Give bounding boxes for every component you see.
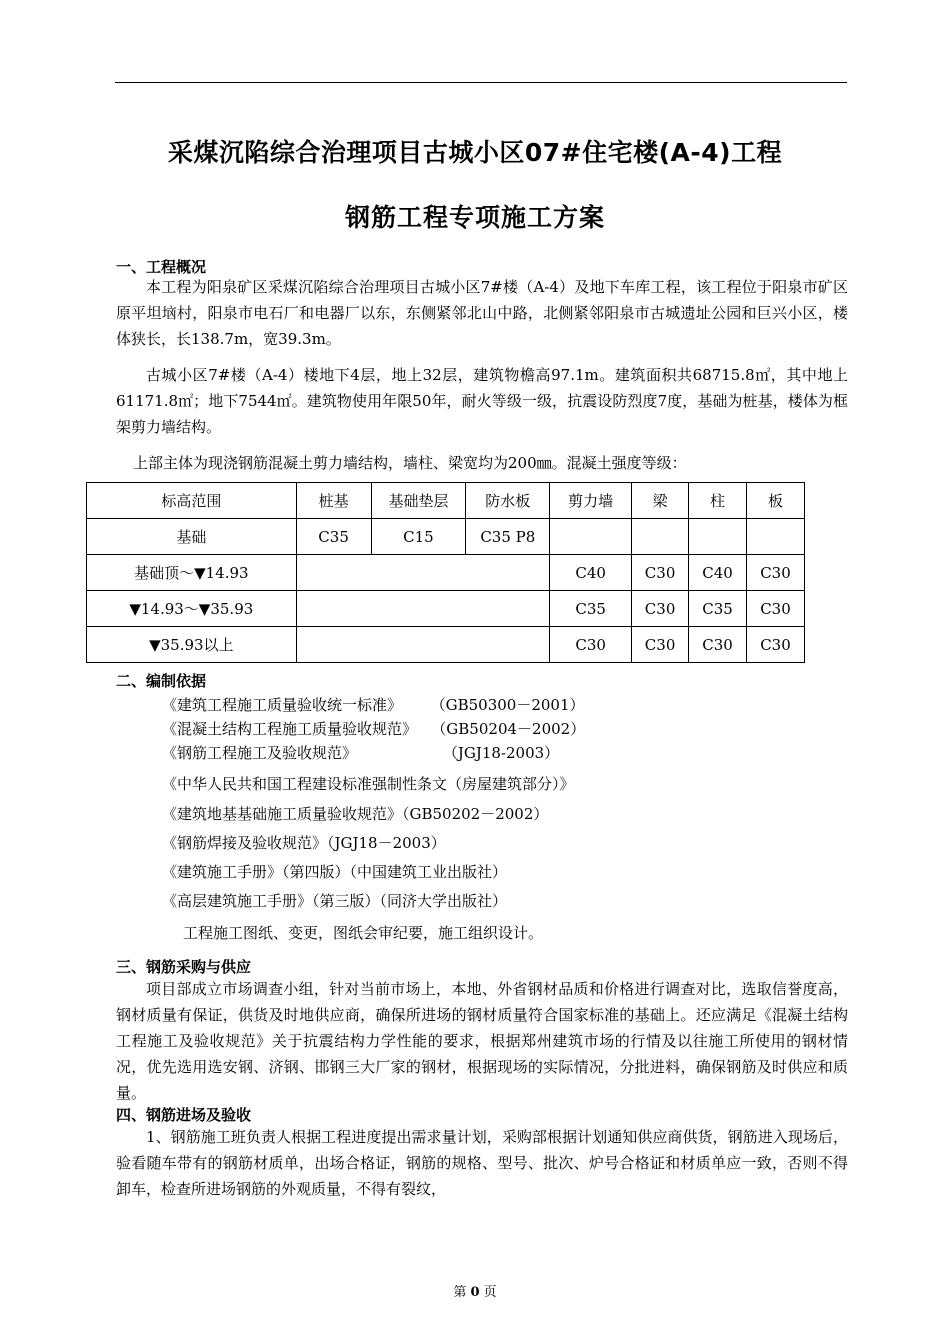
table-cell: C40 (550, 555, 632, 591)
table-row (87, 519, 805, 555)
table-cell (747, 519, 805, 555)
table-cell: C30 (632, 555, 689, 591)
reference-item: 《建筑施工手册》（第四版）（中国建筑工业出版社） (162, 863, 508, 881)
table-cell: ▼35.93以上 (87, 627, 297, 663)
table-cell (550, 519, 632, 555)
reference-item: 工程施工图纸、变更，图纸会审纪要，施工组织设计。 (183, 924, 544, 942)
reference-item: 《高层建筑施工手册》（第三版）（同济大学出版社） (162, 892, 508, 910)
table-cell: C30 (632, 591, 689, 627)
reference-item: 《混凝土结构工程施工质量验收规范》 （GB50204－2002） (162, 720, 586, 738)
section1-paragraph-2: 古城小区7#楼（A-4）楼地下4层，地上32层，建筑物檐高97.1m。建筑面积共68715.8㎡，其中地上61171.8㎡；地下7544㎡。建筑物使用年限50年，耐火等级一级，抗震设防烈度7度，基础为桩基，楼体为框架剪力墙结构。 (116, 366, 848, 436)
section1-paragraph-1: 本工程为阳泉矿区采煤沉陷综合治理项目古城小区7#楼（A-4）及地下车库工程，该工程位于阳泉市矿区原平坦垴村，阳泉市电石厂和电器厂以东，东侧紧邻北山中路，北侧紧邻阳泉市古城遗址公园和巨兴小区，楼体狭长，长138.7m，宽39.3m。 (116, 278, 848, 348)
section1-heading: 一、工程概况 (116, 258, 207, 276)
table-cell: C30 (632, 627, 689, 663)
table-row (87, 591, 805, 627)
table-header-cell: 标高范围 (87, 483, 297, 519)
table-header-cell: 柱 (689, 483, 747, 519)
table-cell: C35 (296, 519, 371, 555)
concrete-strength-table (86, 482, 805, 663)
table-header-cell: 桩基 (296, 483, 371, 519)
section4-paragraph: 1、钢筋施工班负责人根据工程进度提出需求量计划，采购部根据计划通知供应商供货，钢筋进入现场后，验看随车带有的钢筋材质单，出场合格证，钢筋的规格、型号、批次、炉号合格证和材质单应一致，否则不得卸车，检查所进场钢筋的外观质量，不得有裂纹， (116, 1128, 848, 1198)
reference-item: 《钢筋焊接及验收规范》（JGJ18－2003） (162, 834, 446, 852)
table-cell: ▼14.93～▼35.93 (87, 591, 297, 627)
table-cell: C30 (550, 627, 632, 663)
table-cell-merged (296, 627, 550, 663)
section1-paragraph-3: 上部主体为现浇钢筋混凝土剪力墙结构，墙柱、梁宽均为200㎜。混凝土强度等级： (133, 454, 687, 472)
table-cell (632, 519, 689, 555)
table-cell: C35 (550, 591, 632, 627)
table-cell: C35 P8 (466, 519, 550, 555)
table-cell: C15 (371, 519, 466, 555)
table-header-cell: 梁 (632, 483, 689, 519)
section3-paragraph: 项目部成立市场调查小组，针对当前市场上，本地、外省钢材品质和价格进行调查对比，选取信誉度高，钢材质量有保证，供货及时地供应商，确保所进场的钢材质量符合国家标准的基础上。还应满足《混凝土结构工程施工及验收规范》关于抗震结构力学性能的要求，根据郑州建筑市场的行情及以往施工所使用的钢材情况，优先选用选安钢、济钢、邯钢三大厂家的钢材，根据现场的实际情况，分批进料，确保钢筋及时供应和质量。 (116, 980, 848, 1102)
table-cell: C30 (689, 627, 747, 663)
table-cell: C30 (747, 555, 805, 591)
table-header-cell: 剪力墙 (550, 483, 632, 519)
page-number-prefix: 第 (453, 1285, 467, 1300)
page-number-suffix: 页 (483, 1285, 497, 1300)
table-header-cell: 防水板 (466, 483, 550, 519)
document-title: 采煤沉陷综合治理项目古城小区07#住宅楼(A-4)工程 (167, 138, 783, 167)
table-cell-merged (296, 555, 550, 591)
table-header-cell: 板 (747, 483, 805, 519)
table-header-cell: 基础垫层 (371, 483, 466, 519)
table-header-row (87, 483, 805, 519)
table-cell-merged (296, 591, 550, 627)
table-row (87, 555, 805, 591)
document-subtitle: 钢筋工程专项施工方案 (344, 203, 605, 232)
header-rule (115, 82, 847, 83)
table-row (87, 627, 805, 663)
reference-item: 《建筑地基基础施工质量验收规范》（GB50202－2002） (162, 805, 549, 823)
page-number-value: 0 (470, 1285, 480, 1300)
table-cell: C40 (689, 555, 747, 591)
section2-heading: 二、编制依据 (116, 672, 207, 690)
section3-heading: 三、钢筋采购与供应 (116, 958, 252, 976)
table-cell (689, 519, 747, 555)
page-number (0, 1281, 950, 1300)
reference-item: 《建筑工程施工质量验收统一标准》 （GB50300－2001） (162, 696, 585, 714)
reference-item: 《钢筋工程施工及验收规范》 （JGJ18-2003） (162, 744, 560, 762)
table-cell: C35 (689, 591, 747, 627)
table-cell: 基础顶～▼14.93 (87, 555, 297, 591)
section4-heading: 四、钢筋进场及验收 (116, 1106, 252, 1124)
reference-item: 《中华人民共和国工程建设标准强制性条文（房屋建筑部分）》 (162, 775, 575, 793)
table-cell: C30 (747, 627, 805, 663)
table-cell: 基础 (87, 519, 297, 555)
table-cell: C30 (747, 591, 805, 627)
